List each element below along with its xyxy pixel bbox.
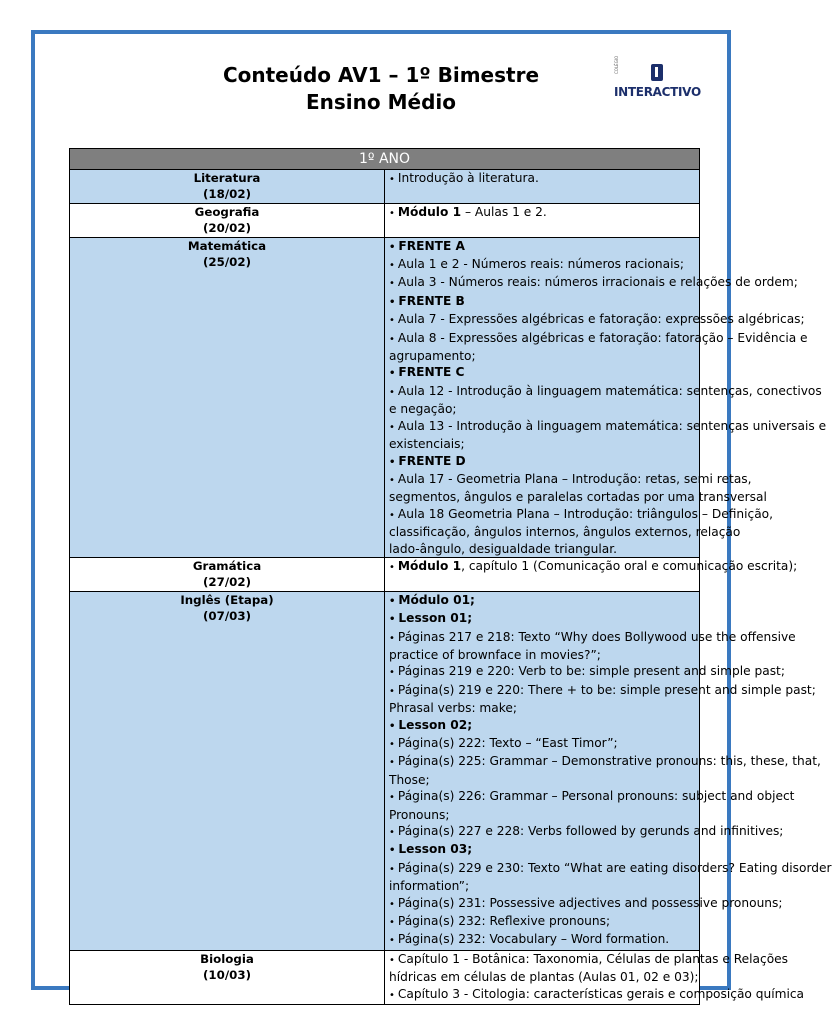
content-line: lado-ângulo, desigualdade triangular.: [389, 541, 617, 556]
content-line: • Introdução à literatura.: [389, 170, 697, 188]
title-line-1: Conteúdo AV1 – 1º Bimestre: [222, 63, 540, 87]
content-line: practice of brownface in movies?”;: [389, 647, 601, 662]
content-line: • Páginas 217 e 218: Texto “Why does Bollywood use the offensive: [389, 629, 697, 647]
content-line: • FRENTE A: [389, 238, 697, 256]
content-line: • Página(s) 226: Grammar – Personal pronouns: subject and object: [389, 788, 697, 806]
content-line: • Aula 7 - Expressões algébricas e fatoração: expressões algébricas;: [389, 311, 697, 329]
content-line: • Aula 18 Geometria Plana – Introdução: triângulos – Definição,: [389, 506, 697, 524]
content-line: Phrasal verbs: make;: [389, 701, 517, 716]
table-row-geografia: [70, 203, 700, 237]
table-row-biologia: [70, 950, 700, 1004]
subject-cell: [70, 557, 385, 591]
subject-date: (27/02): [203, 575, 251, 590]
table-row-matematica: [70, 237, 700, 557]
content-cell: [385, 591, 832, 950]
subject-name: Inglês (Etapa): [180, 592, 274, 607]
subject-date: (20/02): [203, 221, 251, 236]
content-line: • Lesson 01;: [389, 610, 697, 628]
content-line: • Aula 17 - Geometria Plana – Introdução: retas, semi retas,: [389, 471, 697, 489]
school-logo: [610, 55, 710, 100]
content-line: • Capítulo 1 - Botânica: Taxonomia, Células de plantas e Relações: [389, 951, 697, 969]
content-table: [69, 148, 832, 1005]
content-line: existenciais;: [389, 437, 465, 452]
content-line: hídricas em células de plantas (Aulas 01, 02 e 03);: [389, 970, 699, 985]
subject-date: (10/03): [203, 968, 251, 983]
subject-name: Matemática: [187, 238, 267, 253]
content-line: • Lesson 02;: [389, 717, 697, 735]
content-line: segmentos, ângulos e paralelas cortadas por uma transversal: [389, 490, 767, 505]
content-line: • Lesson 03;: [389, 841, 697, 859]
subject-cell: [70, 950, 385, 1004]
content-line: [389, 204, 697, 222]
table-row-ingles: [70, 591, 700, 950]
content-line: Pronouns;: [389, 807, 450, 822]
content-bold: Módulo 1: [397, 204, 462, 219]
content-line: [389, 558, 798, 576]
content-line: • Página(s) 225: Grammar – Demonstrative pronouns: this, these, that,: [389, 753, 697, 771]
content-line: • Aula 8 - Expressões algébricas e fatoração: fatoração – Evidência e: [389, 330, 697, 348]
title-line-2: Ensino Médio: [306, 90, 456, 114]
content-line: • Página(s) 231: Possessive adjectives and possessive pronouns;: [389, 895, 697, 913]
logo-small-text: COLÉGIO: [614, 55, 619, 74]
subject-date: (25/02): [203, 255, 251, 270]
content-line: • FRENTE D: [389, 453, 697, 471]
content-line: • Página(s) 222: Texto – “East Timor”;: [389, 735, 697, 753]
content-line: • Página(s) 219 e 220: There + to be: simple present and simple past;: [389, 682, 697, 700]
content-line: • FRENTE B: [389, 293, 697, 311]
content-text: – Aulas 1 e 2.: [461, 204, 547, 219]
content-cell: [385, 557, 798, 591]
content-cell: [385, 170, 700, 204]
content-line: • Aula 12 - Introdução à linguagem matemática: sentenças, conectivos: [389, 383, 697, 401]
logo-name: INTERACTIVO: [614, 85, 701, 99]
content-line: • Aula 3 - Números reais: números irracionais e relações de ordem;: [389, 274, 697, 292]
subject-name: Geografia: [194, 204, 260, 219]
content-line: agrupamento;: [389, 349, 476, 364]
subject-cell: [70, 591, 385, 950]
content-cell: [385, 950, 805, 1004]
content-line: • Página(s) 229 e 230: Texto “What are eating disorders? Eating disorder: [389, 860, 697, 878]
subject-name: Literatura: [193, 171, 261, 185]
content-line: classificação, ângulos internos, ângulos externos, relação: [389, 525, 741, 540]
subject-cell: [70, 203, 385, 237]
content-line: • Módulo 01;: [389, 592, 697, 610]
year-header: 1º ANO: [70, 149, 700, 170]
content-line: • FRENTE C: [389, 364, 697, 382]
content-line: • Página(s) 227 e 228: Verbs followed by gerunds and infinitives;: [389, 823, 697, 841]
subject-cell: [70, 237, 385, 557]
subject-date: (07/03): [203, 609, 251, 624]
content-line: • Capítulo 3 - Citologia: características gerais e composição química: [389, 986, 697, 1004]
table-row-gramatica: [70, 557, 700, 591]
content-cell: [385, 237, 827, 557]
subject-date: (18/02): [203, 187, 251, 202]
content-cell: [385, 203, 700, 237]
content-line: e negação;: [389, 402, 457, 417]
content-line: • Aula 1 e 2 - Números reais: números racionais;: [389, 256, 697, 274]
table-row-literatura: [70, 170, 700, 204]
content-bold: Módulo 1: [397, 558, 462, 573]
content-line: • Página(s) 232: Vocabulary – Word formation.: [389, 931, 697, 949]
content-line: • Aula 13 - Introdução à linguagem matemática: sentenças universais e: [389, 418, 697, 436]
subject-name: Gramática: [192, 558, 262, 573]
content-line: Those;: [389, 772, 430, 787]
content-line: • Página(s) 232: Reflexive pronouns;: [389, 913, 697, 931]
subject-cell: [70, 170, 385, 204]
content-line: • Páginas 219 e 220: Verb to be: simple present and simple past;: [389, 663, 697, 681]
content-text: , capítulo 1 (Comunicação oral e comunicação escrita);: [461, 558, 798, 573]
subject-name: Biologia: [200, 951, 254, 966]
document-page: [31, 30, 832, 1001]
content-line: information”;: [389, 879, 470, 894]
